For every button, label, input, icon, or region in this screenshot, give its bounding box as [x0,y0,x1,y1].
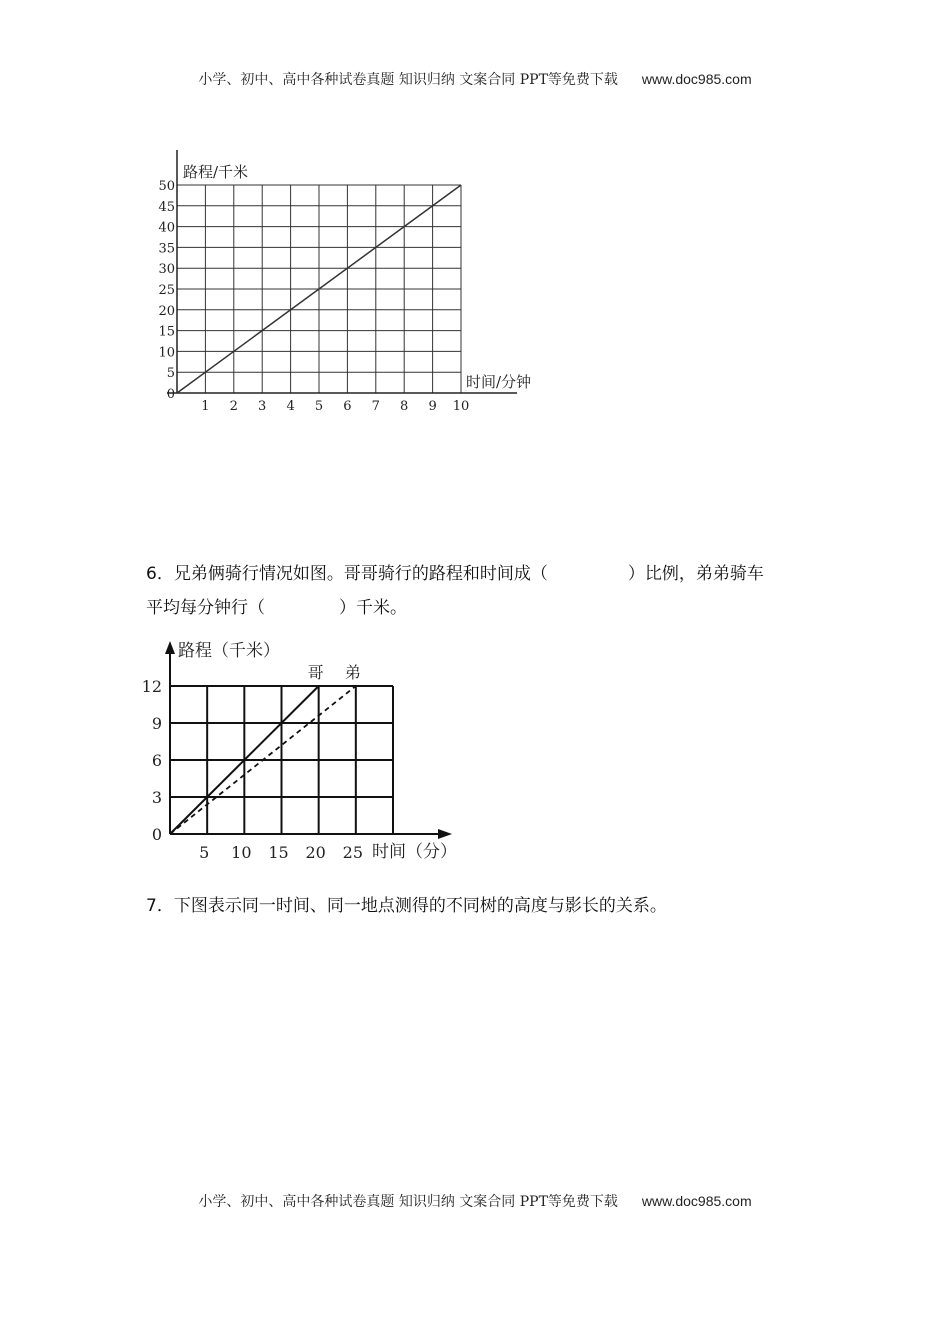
q7-text: 7．下图表示同一时间、同一地点测得的不同树的高度与影长的关系。 [146,896,667,916]
chart2-x-tick-label: 25 [342,843,364,862]
chart1-x-tick-label: 7 [371,399,380,414]
chart1-series-line [177,185,461,393]
chart1-labels [158,163,531,414]
chart1-x-tick-label: 3 [258,399,267,414]
header-text: 小学、初中、高中各种试卷真题 知识归纳 文案合同 PPT等免费下载 [198,72,618,88]
chart2-labels [142,641,457,862]
chart2-series-younger [170,686,356,834]
q6-line1 [146,557,764,591]
chart1-x-tick-label: 5 [314,399,324,414]
chart1-grid [177,185,461,393]
chart1-y-tick-label: 0 [166,387,175,402]
q6-text-1b: ）比例，弟弟骑车 [627,564,764,584]
chart1-x-tick-label: 6 [343,399,352,414]
chart2-y-axis-arrow [165,641,175,654]
chart2-y-tick-label: 12 [141,677,162,696]
q6-text-2b: ）千米。 [339,598,407,618]
q6-line2 [146,591,764,625]
chart1-x-axis-label: 时间/分钟 [466,373,532,391]
chart2-axes [165,641,452,839]
q6-text-1a: 6．兄弟俩骑行情况如图。哥哥骑行的路程和时间成（ [146,564,548,584]
chart1-y-tick-label: 45 [158,199,175,215]
chart2-x-tick-label: 10 [231,843,252,862]
chart1-x-tick-label: 10 [452,399,470,414]
chart2-y-tick-label: 6 [151,751,162,770]
chart1-y-tick-label: 5 [166,366,175,382]
footer-text: 小学、初中、高中各种试卷真题 知识归纳 文案合同 PPT等免费下载 [198,1194,618,1210]
chart2-series-label: 哥 [307,663,324,682]
header-site: www.doc985.com [641,71,752,87]
chart1-y-tick-label: 20 [158,303,175,319]
chart1-y-axis-label: 路程/千米 [183,163,249,181]
chart1-y-tick-label: 30 [158,262,175,278]
question-6 [146,557,764,625]
chart1-x-tick-label: 1 [201,399,210,414]
question-7 [146,889,667,923]
chart2-x-tick-label: 15 [268,843,289,862]
q6-text-2a: 平均每分钟行（ [146,598,265,618]
chart1-y-tick-label: 10 [158,345,175,361]
chart1-y-tick-label: 50 [158,179,175,194]
chart1-y-tick-label: 25 [158,283,175,298]
chart1-y-tick-label: 40 [158,220,175,236]
chart2-y-tick-label: 9 [151,714,162,733]
chart2-grid [170,686,393,834]
chart2-series-label: 弟 [344,663,361,682]
chart2-x-tick-label: 5 [199,843,210,862]
footer-site: www.doc985.com [641,1193,752,1209]
chart2-x-axis-arrow [438,829,452,839]
chart2-x-tick-label: 20 [305,843,326,862]
chart1-x-tick-label: 8 [400,399,409,414]
chart1-x-tick-label: 2 [229,399,238,414]
chart2-series-elder [170,686,319,834]
page-header [0,69,950,89]
chart1-y-tick-label: 35 [158,241,175,257]
chart2-y-tick-label: 3 [151,788,162,807]
chart2-series [170,686,356,834]
page-footer [0,1191,950,1211]
chart1-x-tick-label: 9 [428,399,437,414]
chart1-series [177,185,461,393]
chart2-y-tick-label: 0 [151,825,162,844]
chart2-y-axis-label: 路程（千米） [178,641,280,661]
chart1-y-tick-label: 15 [158,324,175,340]
chart1-x-tick-label: 4 [286,399,295,414]
chart2-x-axis-label: 时间（分） [372,842,457,862]
chart1-axes [167,150,517,393]
